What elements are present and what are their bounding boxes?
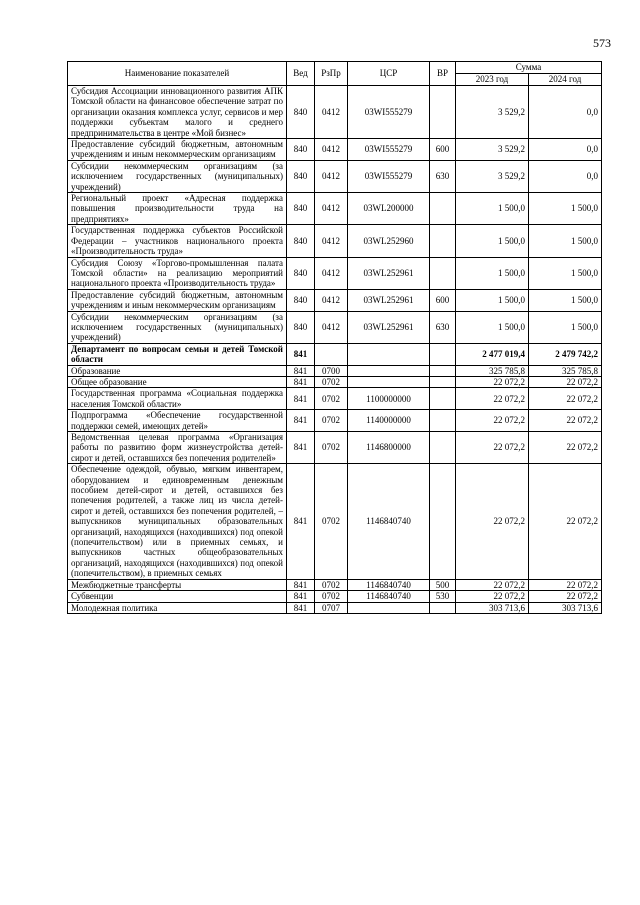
table-row <box>68 139 602 161</box>
cell-sum-2023: 3 529,2 <box>456 86 529 139</box>
header-name: Наименование показателей <box>68 62 287 86</box>
cell-name: Государственная программа «Социальная поддержка населения Томской области» <box>68 388 287 410</box>
cell-csr: 03WI555279 <box>348 86 430 139</box>
table-header <box>68 62 602 86</box>
page-number: 573 <box>593 36 611 50</box>
cell-rzpr: 0702 <box>315 432 348 464</box>
cell-name: Молодежная политика <box>68 602 287 613</box>
table-row <box>68 225 602 257</box>
table-row <box>68 86 602 139</box>
cell-ved: 840 <box>287 257 315 289</box>
cell-name: Субсидия Ассоциации инновационного развития АПК Томской области на финансовое обеспечение затрат по организации оказания комплекса услуг, сервисов и мер поддержки субъектам малого и среднего предпринимательства в центре «Мой бизнес» <box>68 86 287 139</box>
table-row <box>68 365 602 376</box>
cell-vr <box>430 388 456 410</box>
cell-csr: 1146800000 <box>348 432 430 464</box>
cell-ved: 841 <box>287 432 315 464</box>
cell-name: Ведомственная целевая программа «Организация работы по развитию форм жизнеустройства детей-сирот и детей, оставшихся без попечения родителей» <box>68 432 287 464</box>
cell-csr: 1146840740 <box>348 464 430 579</box>
cell-sum-2024: 22 072,2 <box>529 464 602 579</box>
table-row <box>68 388 602 410</box>
cell-ved: 840 <box>287 225 315 257</box>
table-row <box>68 311 602 343</box>
cell-ved: 841 <box>287 591 315 602</box>
cell-name: Региональный проект «Адресная поддержка повышения производительности труда на предприятиях» <box>68 193 287 225</box>
table-row <box>68 579 602 590</box>
cell-rzpr <box>315 343 348 365</box>
cell-sum-2024: 0,0 <box>529 86 602 139</box>
cell-name: Предоставление субсидий бюджетным, автономным учреждениям и иным некоммерческим организациям <box>68 289 287 311</box>
cell-ved: 841 <box>287 365 315 376</box>
header-year-2024: 2024 год <box>529 74 602 86</box>
cell-rzpr: 0412 <box>315 193 348 225</box>
cell-rzpr: 0412 <box>315 257 348 289</box>
cell-name: Департамент по вопросам семьи и детей Томской области <box>68 343 287 365</box>
cell-sum-2023: 1 500,0 <box>456 289 529 311</box>
cell-csr: 03WL252960 <box>348 225 430 257</box>
cell-sum-2023: 22 072,2 <box>456 432 529 464</box>
cell-rzpr: 0702 <box>315 464 348 579</box>
cell-rzpr: 0702 <box>315 388 348 410</box>
cell-sum-2023: 1 500,0 <box>456 193 529 225</box>
cell-ved: 840 <box>287 289 315 311</box>
cell-ved: 841 <box>287 343 315 365</box>
table-row <box>68 591 602 602</box>
cell-rzpr: 0702 <box>315 410 348 432</box>
cell-sum-2024: 325 785,8 <box>529 365 602 376</box>
cell-rzpr: 0702 <box>315 376 348 387</box>
cell-csr: 03WI555279 <box>348 160 430 192</box>
cell-name: Образование <box>68 365 287 376</box>
cell-name: Подпрограмма «Обеспечение государственной поддержки семей, имеющих детей» <box>68 410 287 432</box>
cell-vr: 630 <box>430 160 456 192</box>
cell-ved: 841 <box>287 602 315 613</box>
cell-sum-2023: 22 072,2 <box>456 464 529 579</box>
cell-rzpr: 0412 <box>315 311 348 343</box>
cell-vr: 630 <box>430 311 456 343</box>
cell-name: Субсидии некоммерческим организациям (за исключением государственных (муниципальных) учреждений) <box>68 311 287 343</box>
cell-sum-2023: 22 072,2 <box>456 410 529 432</box>
cell-rzpr: 0412 <box>315 139 348 161</box>
table-row <box>68 464 602 579</box>
cell-ved: 840 <box>287 86 315 139</box>
header-rzpr: РзПр <box>315 62 348 86</box>
cell-vr <box>430 365 456 376</box>
cell-vr: 600 <box>430 139 456 161</box>
cell-sum-2024: 303 713,6 <box>529 602 602 613</box>
cell-vr <box>430 602 456 613</box>
cell-ved: 841 <box>287 410 315 432</box>
cell-vr: 600 <box>430 289 456 311</box>
header-ved: Вед <box>287 62 315 86</box>
cell-sum-2024: 22 072,2 <box>529 410 602 432</box>
table-row <box>68 376 602 387</box>
cell-rzpr: 0702 <box>315 591 348 602</box>
cell-sum-2024: 22 072,2 <box>529 579 602 590</box>
cell-csr: 03WI555279 <box>348 139 430 161</box>
cell-csr: 03WL200000 <box>348 193 430 225</box>
header-year-2023: 2023 год <box>456 74 529 86</box>
cell-rzpr: 0412 <box>315 86 348 139</box>
cell-vr <box>430 193 456 225</box>
cell-sum-2024: 22 072,2 <box>529 388 602 410</box>
cell-ved: 841 <box>287 464 315 579</box>
header-vr: ВР <box>430 62 456 86</box>
cell-sum-2024: 0,0 <box>529 139 602 161</box>
cell-sum-2024: 1 500,0 <box>529 311 602 343</box>
cell-vr <box>430 464 456 579</box>
cell-ved: 841 <box>287 388 315 410</box>
cell-sum-2024: 1 500,0 <box>529 289 602 311</box>
table-row <box>68 410 602 432</box>
cell-name: Субсидии некоммерческим организациям (за исключением государственных (муниципальных) учреждений) <box>68 160 287 192</box>
cell-ved: 840 <box>287 139 315 161</box>
cell-vr <box>430 376 456 387</box>
cell-sum-2023: 2 477 019,4 <box>456 343 529 365</box>
cell-csr <box>348 376 430 387</box>
table-row <box>68 602 602 613</box>
cell-sum-2023: 3 529,2 <box>456 139 529 161</box>
cell-csr: 03WL252961 <box>348 311 430 343</box>
cell-rzpr: 0707 <box>315 602 348 613</box>
cell-ved: 840 <box>287 311 315 343</box>
budget-table <box>67 61 602 614</box>
cell-sum-2024: 0,0 <box>529 160 602 192</box>
cell-vr <box>430 410 456 432</box>
cell-vr <box>430 343 456 365</box>
cell-sum-2024: 1 500,0 <box>529 193 602 225</box>
table-body <box>68 86 602 614</box>
cell-sum-2023: 22 072,2 <box>456 376 529 387</box>
cell-csr: 1146840740 <box>348 579 430 590</box>
cell-name: Общее образование <box>68 376 287 387</box>
cell-csr <box>348 343 430 365</box>
cell-sum-2024: 1 500,0 <box>529 225 602 257</box>
cell-sum-2023: 22 072,2 <box>456 591 529 602</box>
cell-rzpr: 0702 <box>315 579 348 590</box>
cell-sum-2023: 22 072,2 <box>456 579 529 590</box>
cell-sum-2024: 2 479 742,2 <box>529 343 602 365</box>
cell-ved: 840 <box>287 160 315 192</box>
table-row <box>68 343 602 365</box>
cell-sum-2024: 22 072,2 <box>529 376 602 387</box>
cell-sum-2023: 22 072,2 <box>456 388 529 410</box>
cell-sum-2024: 22 072,2 <box>529 432 602 464</box>
cell-vr <box>430 86 456 139</box>
cell-rzpr: 0412 <box>315 289 348 311</box>
cell-csr: 1100000000 <box>348 388 430 410</box>
cell-sum-2023: 303 713,6 <box>456 602 529 613</box>
cell-vr <box>430 432 456 464</box>
cell-ved: 841 <box>287 376 315 387</box>
cell-vr <box>430 257 456 289</box>
table-row <box>68 160 602 192</box>
cell-sum-2023: 1 500,0 <box>456 311 529 343</box>
cell-vr: 530 <box>430 591 456 602</box>
cell-rzpr: 0700 <box>315 365 348 376</box>
cell-name: Предоставление субсидий бюджетным, автономным учреждениям и иным некоммерческим организациям <box>68 139 287 161</box>
cell-name: Субвенции <box>68 591 287 602</box>
header-csr: ЦСР <box>348 62 430 86</box>
cell-sum-2023: 1 500,0 <box>456 257 529 289</box>
cell-sum-2023: 325 785,8 <box>456 365 529 376</box>
cell-csr: 1140000000 <box>348 410 430 432</box>
cell-vr <box>430 225 456 257</box>
table-row <box>68 289 602 311</box>
cell-csr: 03WL252961 <box>348 257 430 289</box>
cell-csr <box>348 365 430 376</box>
cell-csr <box>348 602 430 613</box>
cell-sum-2023: 3 529,2 <box>456 160 529 192</box>
cell-ved: 840 <box>287 193 315 225</box>
cell-sum-2024: 1 500,0 <box>529 257 602 289</box>
cell-rzpr: 0412 <box>315 160 348 192</box>
cell-csr: 03WL252961 <box>348 289 430 311</box>
cell-sum-2024: 22 072,2 <box>529 591 602 602</box>
table-row <box>68 432 602 464</box>
cell-vr: 500 <box>430 579 456 590</box>
cell-sum-2023: 1 500,0 <box>456 225 529 257</box>
table-row <box>68 193 602 225</box>
cell-name: Обеспечение одеждой, обувью, мягким инвентарем, оборудованием и единовременным денежным пособием детей-сирот и детей, оставшихся без попечения родителей, а также лиц из числа детей-сирот и детей, оставшихся без попечения родителей, – выпускников муниципальных образовательных организаций, находящихся (находившихся) под опекой (попечительством) или в приемных семьях, и выпускников частных общеобразовательных организаций, находящихся (находившихся) под опекой (попечительством), в приемных семьях <box>68 464 287 579</box>
cell-ved: 841 <box>287 579 315 590</box>
cell-csr: 1146840740 <box>348 591 430 602</box>
cell-rzpr: 0412 <box>315 225 348 257</box>
cell-name: Государственная поддержка субъектов Российской Федерации – участников национального проекта «Производительность труда» <box>68 225 287 257</box>
cell-name: Межбюджетные трансферты <box>68 579 287 590</box>
header-sum: Сумма <box>456 62 602 74</box>
table-row <box>68 257 602 289</box>
cell-name: Субсидия Союзу «Торгово-промышленная палата Томской области» на реализацию мероприятий национального проекта «Производительность труда» <box>68 257 287 289</box>
